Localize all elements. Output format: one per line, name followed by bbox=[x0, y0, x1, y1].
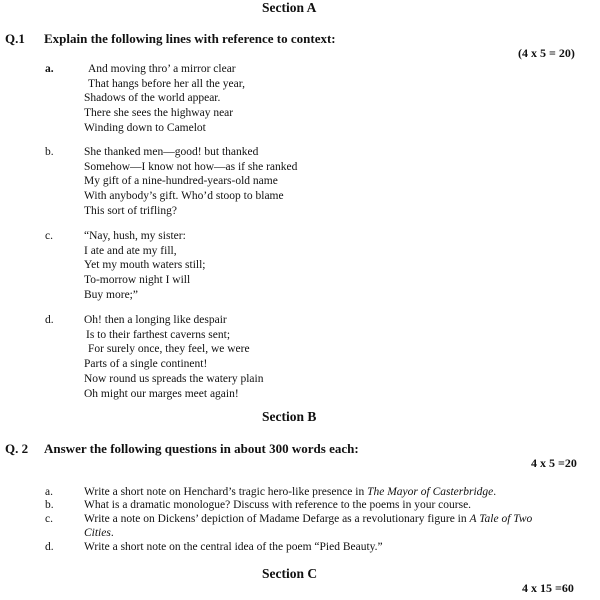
q2-item-c-book-title-cont: Cities bbox=[84, 527, 111, 539]
passage-line: Buy more;” bbox=[84, 288, 138, 301]
q1-item-d-label: d. bbox=[45, 314, 54, 326]
passage-line: Is to their farthest caverns sent; bbox=[86, 328, 231, 341]
passage-line: My gift of a nine-hundred-years-old name bbox=[84, 175, 278, 188]
q2-item-a-prefix: Write a short note on Henchard’s tragic hero-like presence in bbox=[84, 486, 368, 498]
q1-item-d-passage bbox=[84, 313, 264, 401]
q2-item-a-suffix: . bbox=[493, 486, 497, 498]
section-c-marks: 4 x 15 =60 bbox=[522, 581, 574, 595]
passage-line: Shadows of the world appear. bbox=[84, 92, 221, 105]
q2-number: Q. 2 bbox=[5, 441, 29, 456]
q2-item-d-text: Write a short note on the central idea of the poem “Pied Beauty.” bbox=[84, 541, 383, 553]
passage-line: Winding down to Camelot bbox=[84, 121, 206, 134]
passage-line: Somehow—I know not how—as if she ranked bbox=[84, 160, 298, 173]
q2-instruction: Answer the following questions in about 300 words each: bbox=[44, 441, 359, 456]
q2-item-c-suffix: . bbox=[110, 527, 114, 539]
q1-item-c-label: c. bbox=[45, 230, 53, 242]
q1-item-b-passage bbox=[84, 145, 297, 219]
q2-marks: 4 x 5 =20 bbox=[531, 456, 577, 470]
passage-line: Parts of a single continent! bbox=[84, 358, 208, 371]
section-a-heading: Section A bbox=[262, 0, 317, 15]
passage-line: There she sees the highway near bbox=[84, 107, 234, 120]
q1-item-a-passage bbox=[84, 62, 245, 136]
passage-line: Yet my mouth waters still; bbox=[84, 259, 206, 272]
passage-line: “Nay, hush, my sister: bbox=[84, 230, 186, 242]
q2-item-c-prefix: Write a note on Dickens’ depiction of Madame Defarge as a revolutionary figure in bbox=[84, 513, 470, 525]
q2-item-d-label: d. bbox=[45, 541, 54, 553]
passage-line: Oh might our marges meet again! bbox=[84, 387, 239, 400]
passage-line: This sort of trifling? bbox=[84, 204, 177, 217]
passage-line: And moving thro’ a mirror clear bbox=[88, 63, 236, 75]
q2-item-b-text: What is a dramatic monologue? Discuss with reference to the poems in your course. bbox=[84, 499, 472, 511]
q2-item-c-text-cont bbox=[84, 526, 114, 541]
passage-line: For surely once, they feel, we were bbox=[88, 343, 250, 356]
passage-line: That hangs before her all the year, bbox=[88, 77, 245, 90]
q2-item-a-book-title: The Mayor of Casterbridge bbox=[367, 486, 494, 498]
q1-item-a-label: a. bbox=[45, 63, 54, 75]
passage-line: Now round us spreads the watery plain bbox=[84, 372, 264, 385]
q2-item-c-book-title: A Tale of Two bbox=[469, 513, 533, 525]
q2-item-a-label: a. bbox=[45, 486, 53, 498]
q1-instruction: Explain the following lines with reference to context: bbox=[44, 31, 336, 46]
passage-line: To-morrow night I will bbox=[84, 274, 191, 287]
q2-item-b-label: b. bbox=[45, 499, 54, 511]
passage-line: Oh! then a longing like despair bbox=[84, 314, 227, 326]
passage-line: With anybody’s gift. Who’d stoop to blame bbox=[84, 190, 284, 203]
passage-line: She thanked men—good! but thanked bbox=[84, 146, 259, 158]
passage-line: I ate and ate my fill, bbox=[84, 244, 177, 257]
q2-item-c-text bbox=[84, 512, 532, 527]
q1-item-c-passage bbox=[84, 229, 206, 303]
q2-item-c-label: c. bbox=[45, 513, 53, 525]
section-c-heading: Section C bbox=[262, 566, 318, 581]
q1-item-b-label: b. bbox=[45, 146, 54, 158]
q1-number: Q.1 bbox=[5, 31, 25, 46]
section-b-heading: Section B bbox=[262, 409, 317, 424]
q1-marks: (4 x 5 = 20) bbox=[518, 46, 575, 60]
